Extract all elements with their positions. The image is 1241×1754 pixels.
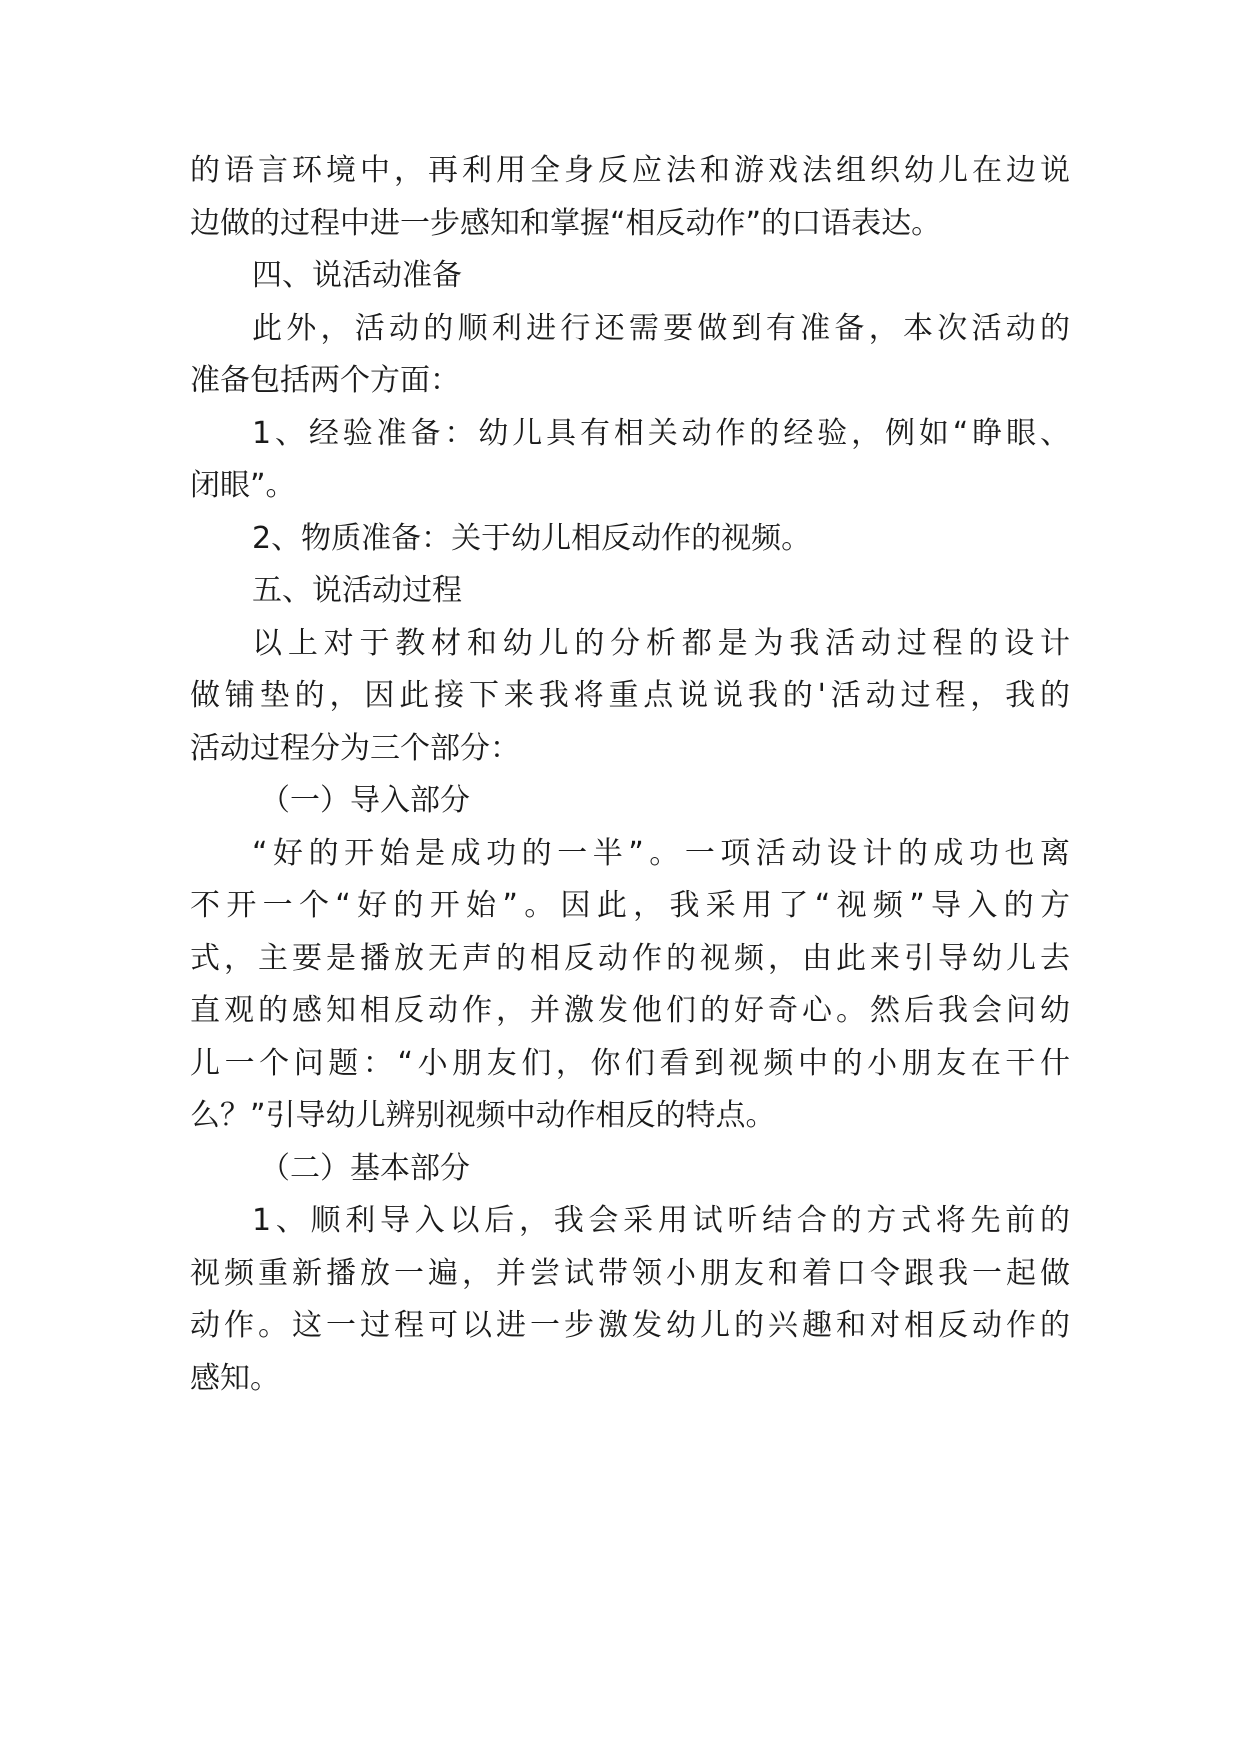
text-line: 么？”引导幼儿辨别视频中动作相反的特点。 — [190, 1098, 776, 1133]
text-line: 的语言环境中，再利用全身反应法和游戏法组织幼儿在边说 — [190, 153, 1070, 188]
text-line: 不开一个“好的开始”。因此，我采用了“视频”导入的方 — [190, 888, 1070, 923]
section-heading: 五、说活动过程 — [252, 573, 462, 608]
section-heading: 四、说活动准备 — [252, 258, 462, 293]
subsection-heading: （二）基本部分 — [260, 1151, 470, 1186]
text-line: “好的开始是成功的一半”。一项活动设计的成功也离 — [252, 836, 1070, 871]
text-line: 此外，活动的顺利进行还需要做到有准备，本次活动的 — [252, 311, 1070, 346]
subsection-heading: （一）导入部分 — [260, 783, 470, 818]
text-line: 准备包括两个方面： — [190, 363, 460, 398]
text-line: 做铺垫的，因此接下来我将重点说说我的'活动过程，我的 — [190, 678, 1070, 713]
text-line: 2、物质准备：关于幼儿相反动作的视频。 — [252, 521, 812, 556]
text-line: 感知。 — [190, 1361, 280, 1396]
text-line: 式，主要是播放无声的相反动作的视频，由此来引导幼儿去 — [190, 941, 1070, 976]
text-line: 视频重新播放一遍，并尝试带领小朋友和着口令跟我一起做 — [190, 1256, 1070, 1291]
text-line: 动作。这一过程可以进一步激发幼儿的兴趣和对相反动作的 — [190, 1308, 1070, 1343]
text-line: 儿一个问题：“小朋友们，你们看到视频中的小朋友在干什 — [190, 1046, 1070, 1081]
text-line: 1、经验准备：幼儿具有相关动作的经验，例如“睁眼、 — [252, 416, 1070, 451]
text-line: 以上对于教材和幼儿的分析都是为我活动过程的设计 — [252, 626, 1070, 661]
text-line: 直观的感知相反动作，并激发他们的好奇心。然后我会问幼 — [190, 993, 1070, 1028]
text-line: 活动过程分为三个部分： — [190, 731, 520, 766]
text-line: 边做的过程中进一步感知和掌握“相反动作”的口语表达。 — [190, 206, 942, 241]
text-line: 闭眼”。 — [190, 468, 296, 503]
text-line: 1、顺利导入以后，我会采用试听结合的方式将先前的 — [252, 1203, 1070, 1238]
